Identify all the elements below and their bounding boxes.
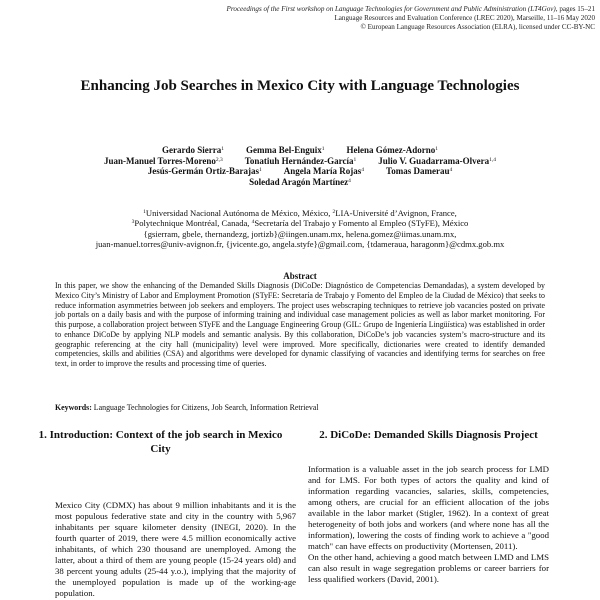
affiliations — [20, 208, 580, 250]
author: Soledad Aragón Martínez$^4$ — [249, 176, 351, 187]
author-row — [30, 166, 570, 177]
section-2-body — [308, 464, 549, 585]
email-line: juan-manuel.torres@univ-avignon.fr, {jvicente.go, angela.styfe}@gmail.com, {tdameraua, haragonm}@cdmx.gob.mx — [95, 239, 505, 250]
paragraph: Mexico City (CDMX) has about 9 million inhabitants and it is the most populous federative state and city in the country with 5,967 inhabitants per square kilometer density (INEGI, 2020). In the fourth quarter of 2019, there were 4.5 million economically active inhabitants, of which 230 thousand are unemployed. Among the latter, about a third of them are young people (15-24 years old) and 38 percent young adults (25-44 y.o.), implying that the majority of the unemployed population is made up of the working-age population. — [55, 500, 296, 598]
author: Helena Gómez-Adorno$^1$ — [346, 145, 438, 155]
author: Juan-Manuel Torres-Moreno$^{2,3}$ — [103, 155, 223, 166]
author: Tomas Damerau$^4$ — [386, 166, 453, 176]
keywords-label: Keywords: — [55, 403, 92, 412]
header-line-2: Language Resources and Evaluation Conference (LREC 2020), Marseille, 11–16 May 2020 — [334, 14, 595, 22]
header-line-1: Proceedings of the First workshop on Language Technologies for Government and Public Administration (LT4Gov), pages 15–21 — [226, 5, 595, 13]
abstract-text: In this paper, we show the enhancing of the Demanded Skills Diagnosis (DiCoDe: Diagnóstico de Competencias Demandadas), a system developed by Mexico City’s Ministry of Labor and Employment Promotion (STyFE: Secretaría de Trabajo y Fomento del Empleo de la Ciudad de México) that seeks to reduce information asymmetries between job seekers and employers. The project uses webscraping techniques to retrieve job vacancies posted on private job portals on a daily basis and with the purpose of informing training and individual case management policies as well as labor market monitoring. For this purpose, a collaboration project between STyFE and the Language Engineering Group (GIL: Grupo de Ingeniería Lingüística) was established in order to enhance DiCoDe by applying NLP models and semantic analysis. By this collaboration, DiCoDe’s job vacancies system’s macro-structure and its geographic referencing at the city hall (municipality) level were improved. More specifically, dictionaries were created to identify demanded competencies, skills and abilities (CSA) and algorithms were developed for dynamic classifying of vacancies and identifying terms for searches on free text, in order to improve the results and processing time of queries. — [55, 281, 545, 368]
header-line-3: © European Language Resources Association (ELRA), licensed under CC-BY-NC — [360, 23, 595, 31]
affiliation-line: $^1$Universidad Nacional Autónoma de México, México, $^2$LIA-Université d’Avignon, France, — [143, 208, 457, 218]
author: Gemma Bel-Enguix$^1$ — [246, 145, 325, 155]
author: Jesús-Germán Ortiz-Barajas$^1$ — [147, 166, 262, 176]
proceedings-header — [200, 5, 595, 32]
author-row — [30, 156, 570, 167]
author-row — [30, 145, 570, 156]
author: Tonatiuh Hernández-García$^1$ — [244, 155, 357, 166]
section-1-body — [55, 500, 296, 599]
paper-title: Enhancing Job Searches in Mexico City with Language Technologies — [80, 78, 520, 94]
author: Julio V. Guadarrama-Olvera$^{1,4}$ — [378, 155, 497, 166]
email-line: {gsierram, gbele, thernandezg, jortizb}@iingen.unam.mx, helena.gomez@iimas.unam.mx, — [143, 228, 457, 239]
section-1-heading: 1. Introduction: Context of the job search in Mexico City — [38, 429, 283, 455]
paragraph: On the other hand, achieving a good match between LMD and LMS can also result in wage segregation problems or career barriers for less qualified workers (David, 2001). — [308, 552, 549, 584]
keywords — [55, 403, 545, 413]
author-list — [30, 145, 570, 187]
paragraph: Information is a valuable asset in the job search process for LMD and for LMS. For both types of actors the quality and kind of information regarding vacancies, salaries, skills, competencies, among others, are crucial for an efficient allocation of the jobs available in the labor market (Stigler, 1962). In a context of great heterogeneity of both jobs and workers (and where none has all the information), lowering the costs of finding work to achieve a "good match" can have effects on productivity (Mortensen, 2011). — [308, 464, 549, 551]
abstract-heading: Abstract — [283, 271, 317, 281]
author-row — [30, 177, 570, 188]
section-2-heading: 2. DiCoDe: Demanded Skills Diagnosis Project — [319, 429, 538, 441]
keywords-text: Language Technologies for Citizens, Job Search, Information Retrieval — [91, 403, 319, 412]
author: Angela María Rojas$^4$ — [283, 166, 365, 176]
affiliation-line: $^3$Polytechnique Montréal, Canada, $^4$Secretaría del Trabajo y Fomento al Empleo (STyFE), México — [131, 218, 469, 229]
author: Gerardo Sierra$^1$ — [162, 145, 224, 155]
